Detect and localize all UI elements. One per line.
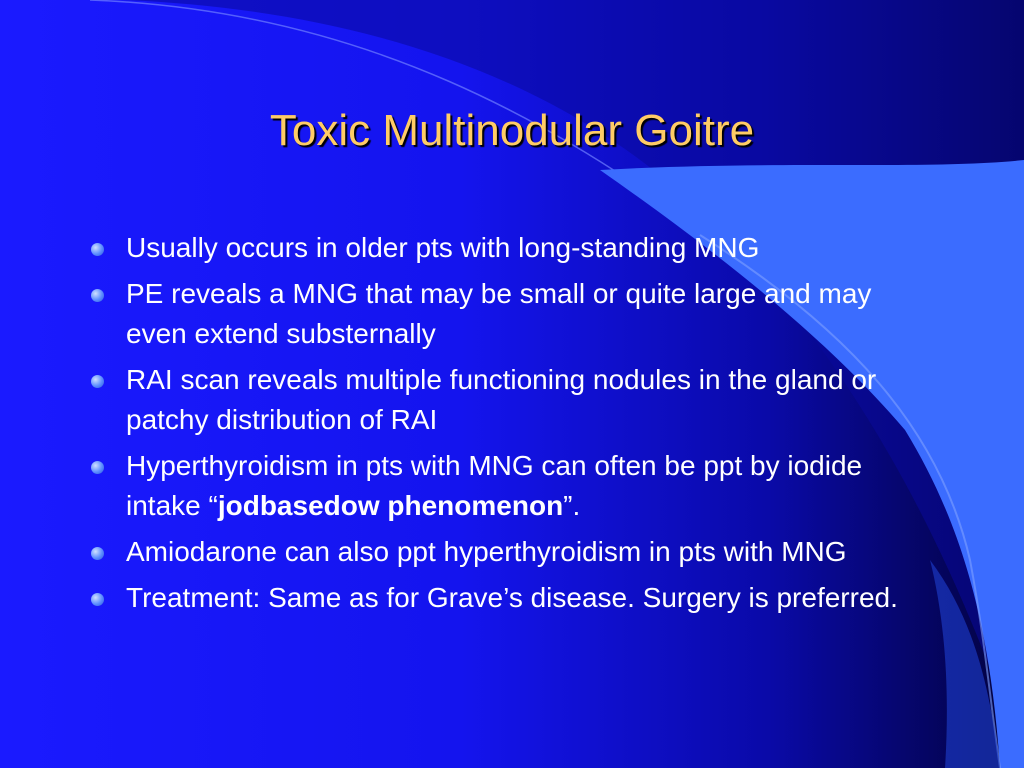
bullet-dot-icon [91,375,104,388]
emphasized-term: jodbasedow phenomenon [217,490,564,521]
bullet-dot-icon [91,289,104,302]
bullet-item [88,578,938,618]
bullet-text: Amiodarone can also ppt hyperthyroidism in pts with MNG [126,536,847,567]
bullet-list [88,228,938,624]
bullet-text-lead: Hyperthyroidism in pts with MNG can often be ppt by iodide intake “ [126,450,863,521]
bullet-dot-icon [91,547,104,560]
bullet-text: RAI scan reveals multiple functioning nodules in the gland or patchy distribution of RAI [126,364,877,435]
bullet-item [88,228,938,268]
bullet-dot-icon [91,243,104,256]
bullet-dot-icon [91,461,104,474]
bullet-item [88,274,938,354]
bullet-item [88,446,938,526]
bullet-text: Treatment: Same as for Grave’s disease. Surgery is preferred. [126,582,898,613]
bullet-dot-icon [91,593,104,606]
bullet-item [88,532,938,572]
bullet-item [88,360,938,440]
bullet-text: Usually occurs in older pts with long-standing MNG [126,232,760,263]
bullet-text-tail: ”. [563,490,581,521]
bullet-text: PE reveals a MNG that may be small or quite large and may even extend substernally [126,278,872,349]
slide-title: Toxic Multinodular Goitre [269,106,755,155]
